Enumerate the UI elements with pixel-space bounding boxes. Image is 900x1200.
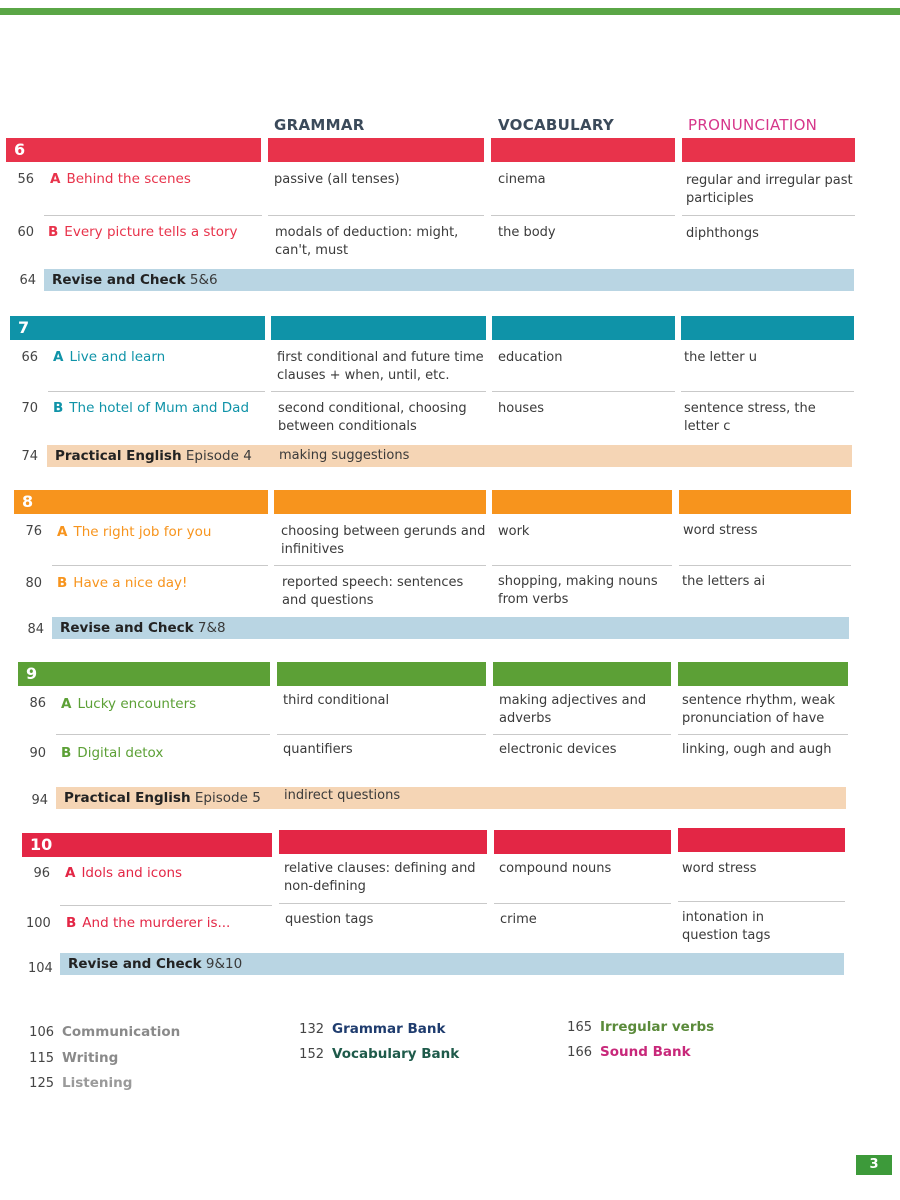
divider [60,905,272,906]
lesson-letter: B [57,575,68,591]
lesson-pron: word stress [683,523,758,538]
divider [279,903,487,904]
revise-check-strip[interactable] [44,269,854,291]
practical-english-strip[interactable] [47,445,852,467]
lesson-vocab: making adjectives and adverbs [499,693,647,726]
lesson-grammar: question tags [285,912,374,927]
footer-label: Writing [62,1050,119,1066]
divider [491,215,675,216]
lesson-page: 76 [25,524,42,539]
unit-number: 7 [10,316,265,340]
divider [492,391,675,392]
footer-label: Sound Bank [600,1044,691,1060]
unit-band-grammar [268,138,484,162]
lesson-title[interactable] [66,915,230,931]
lesson-vocab: cinema [498,172,546,187]
lesson-grammar: passive (all tenses) [274,172,400,187]
divider [492,565,672,566]
lesson-vocab: compound nouns [499,861,612,876]
lesson-vocab: work [498,524,530,539]
strip-sub: making suggestions [279,448,410,463]
lesson-page: 56 [17,172,34,187]
lesson-page: 66 [21,350,38,365]
unit-band-pron [679,490,851,514]
lesson-title[interactable] [53,349,165,365]
divider [56,734,270,735]
lesson-page: 96 [33,866,50,881]
lesson-title-text: Behind the scenes [66,171,191,187]
lesson-pron: linking, ough and augh [682,742,832,757]
footer-page: 132 [299,1022,324,1037]
lesson-page: 90 [29,746,46,761]
footer-label: Irregular verbs [600,1019,715,1035]
footer-link-communication[interactable] [20,1024,180,1040]
lesson-pron: diphthongs [686,226,759,241]
lesson-title-text: Every picture tells a story [64,224,238,240]
lesson-title[interactable] [57,575,187,591]
divider [268,215,484,216]
strip-bold: Revise and Check [68,956,202,972]
lesson-grammar: relative clauses: defining and non-defining [284,861,476,894]
lesson-vocab: education [498,350,563,365]
header-pronunciation: PRONUNCIATION [688,116,818,134]
lesson-grammar: second conditional, choosing between conditionals [278,401,467,434]
lesson-pron: word stress [682,861,757,876]
divider [493,734,671,735]
lesson-grammar: reported speech: sentences and questions [282,575,464,608]
divider [274,565,486,566]
revise-check-strip[interactable] [52,617,849,639]
unit-band-pron [678,662,848,686]
lesson-page: 70 [21,401,38,416]
unit-band-grammar [279,830,487,854]
strip-rest: 9&10 [205,956,243,972]
lesson-title-text: Digital detox [77,745,164,761]
unit-number: 6 [6,138,261,162]
lesson-title-text: Lucky encounters [77,696,197,712]
unit-band-pron [681,316,854,340]
strip-page: 74 [21,449,38,464]
lesson-title[interactable] [61,696,196,712]
divider [678,734,848,735]
lesson-pron: sentence stress, the letter c [684,401,816,434]
lesson-title[interactable] [48,224,238,240]
divider [52,565,268,566]
lesson-letter: A [65,865,76,881]
header-vocabulary: VOCABULARY [498,116,615,134]
footer-link-irregular-verbs[interactable] [558,1019,714,1035]
unit-band-vocab [494,830,671,854]
lesson-vocab: electronic devices [499,742,617,757]
lesson-pron: sentence rhythm, weak pronunciation of have [682,693,836,726]
unit-number: 8 [14,490,268,514]
divider [681,391,854,392]
top-green-bar [0,8,900,15]
footer-link-sound-bank[interactable] [558,1044,691,1060]
page-number: 3 [856,1155,892,1175]
footer-link-listening[interactable] [20,1075,132,1091]
unit-band-vocab [493,662,671,686]
strip-page: 94 [31,793,48,808]
unit-band-grammar [274,490,486,514]
divider [277,734,486,735]
strip-rest: Episode 4 [185,448,252,464]
lesson-letter: A [53,349,64,365]
lesson-page: 80 [25,576,42,591]
divider [679,565,851,566]
divider [44,215,262,216]
divider [678,901,845,902]
strip-bold: Revise and Check [60,620,194,636]
unit-band-pron [678,828,845,852]
footer-label: Grammar Bank [332,1021,446,1037]
lesson-title-text: The right job for you [73,524,212,540]
lesson-letter: A [61,696,72,712]
strip-rest: 5&6 [189,272,218,288]
footer-page: 106 [29,1025,54,1040]
revise-check-strip[interactable] [60,953,844,975]
divider [48,391,265,392]
unit-number: 9 [18,662,270,686]
lesson-vocab: houses [498,401,544,416]
footer-page: 166 [567,1045,592,1060]
lesson-grammar: quantifiers [283,742,353,757]
footer-page: 115 [29,1051,54,1066]
header-grammar: GRAMMAR [274,116,365,134]
lesson-page: 60 [17,225,34,240]
lesson-title-text: The hotel of Mum and Dad [69,400,250,416]
unit-band-pron [682,138,855,162]
footer-page: 152 [299,1047,324,1062]
lesson-title-text: Live and learn [69,349,166,365]
footer-page: 165 [567,1020,592,1035]
lesson-letter: B [66,915,77,931]
unit-band-vocab [491,138,675,162]
footer-page: 125 [29,1076,54,1091]
lesson-letter: B [48,224,59,240]
unit-band-vocab [492,490,672,514]
lesson-grammar: first conditional and future time clauses + when, until, etc. [277,350,484,383]
footer-link-grammar-bank[interactable] [290,1021,445,1037]
strip-bold: Revise and Check [52,272,186,288]
lesson-letter: A [57,524,68,540]
lesson-grammar: choosing between gerunds and infinitives [281,524,486,557]
lesson-vocab: shopping, making nouns from verbs [498,574,658,607]
strip-page: 84 [27,622,44,637]
lesson-title-text: And the murderer is... [82,915,231,931]
strip-rest: 7&8 [197,620,226,636]
lesson-letter: B [53,400,64,416]
strip-rest: Episode 5 [194,790,261,806]
lesson-pron: the letters ai [682,574,766,589]
lesson-pron: regular and irregular past participles [686,173,853,206]
lesson-page: 86 [29,696,46,711]
divider [682,215,855,216]
footer-link-vocabulary-bank[interactable] [290,1046,459,1062]
footer-label: Communication [62,1024,181,1040]
lesson-letter: A [50,171,61,187]
practical-english-strip[interactable] [56,787,846,809]
lesson-pron: intonation in question tags [682,910,771,943]
strip-page: 104 [28,961,53,976]
lesson-title[interactable] [50,171,191,187]
lesson-title[interactable] [61,745,163,761]
strip-bold: Practical English [55,448,182,464]
lesson-title-text: Have a nice day! [73,575,188,591]
divider [494,903,671,904]
strip-page: 64 [19,273,36,288]
unit-band-vocab [492,316,675,340]
strip-sub: indirect questions [284,788,401,803]
unit-band-grammar [277,662,486,686]
lesson-grammar: modals of deduction: might, can't, must [275,225,459,258]
footer-label: Vocabulary Bank [332,1046,460,1062]
unit-band-grammar [271,316,486,340]
divider [271,391,486,392]
lesson-title[interactable] [65,865,182,881]
lesson-vocab: crime [500,912,537,927]
lesson-title[interactable] [57,524,211,540]
lesson-title-text: Idols and icons [81,865,183,881]
strip-bold: Practical English [64,790,191,806]
lesson-title[interactable] [53,400,249,416]
unit-number: 10 [22,833,272,857]
footer-link-writing[interactable] [20,1050,118,1066]
lesson-grammar: third conditional [283,693,390,708]
lesson-letter: B [61,745,72,761]
footer-label: Listening [62,1075,133,1091]
lesson-pron: the letter u [684,350,757,365]
lesson-page: 100 [26,916,51,931]
lesson-vocab: the body [498,225,556,240]
